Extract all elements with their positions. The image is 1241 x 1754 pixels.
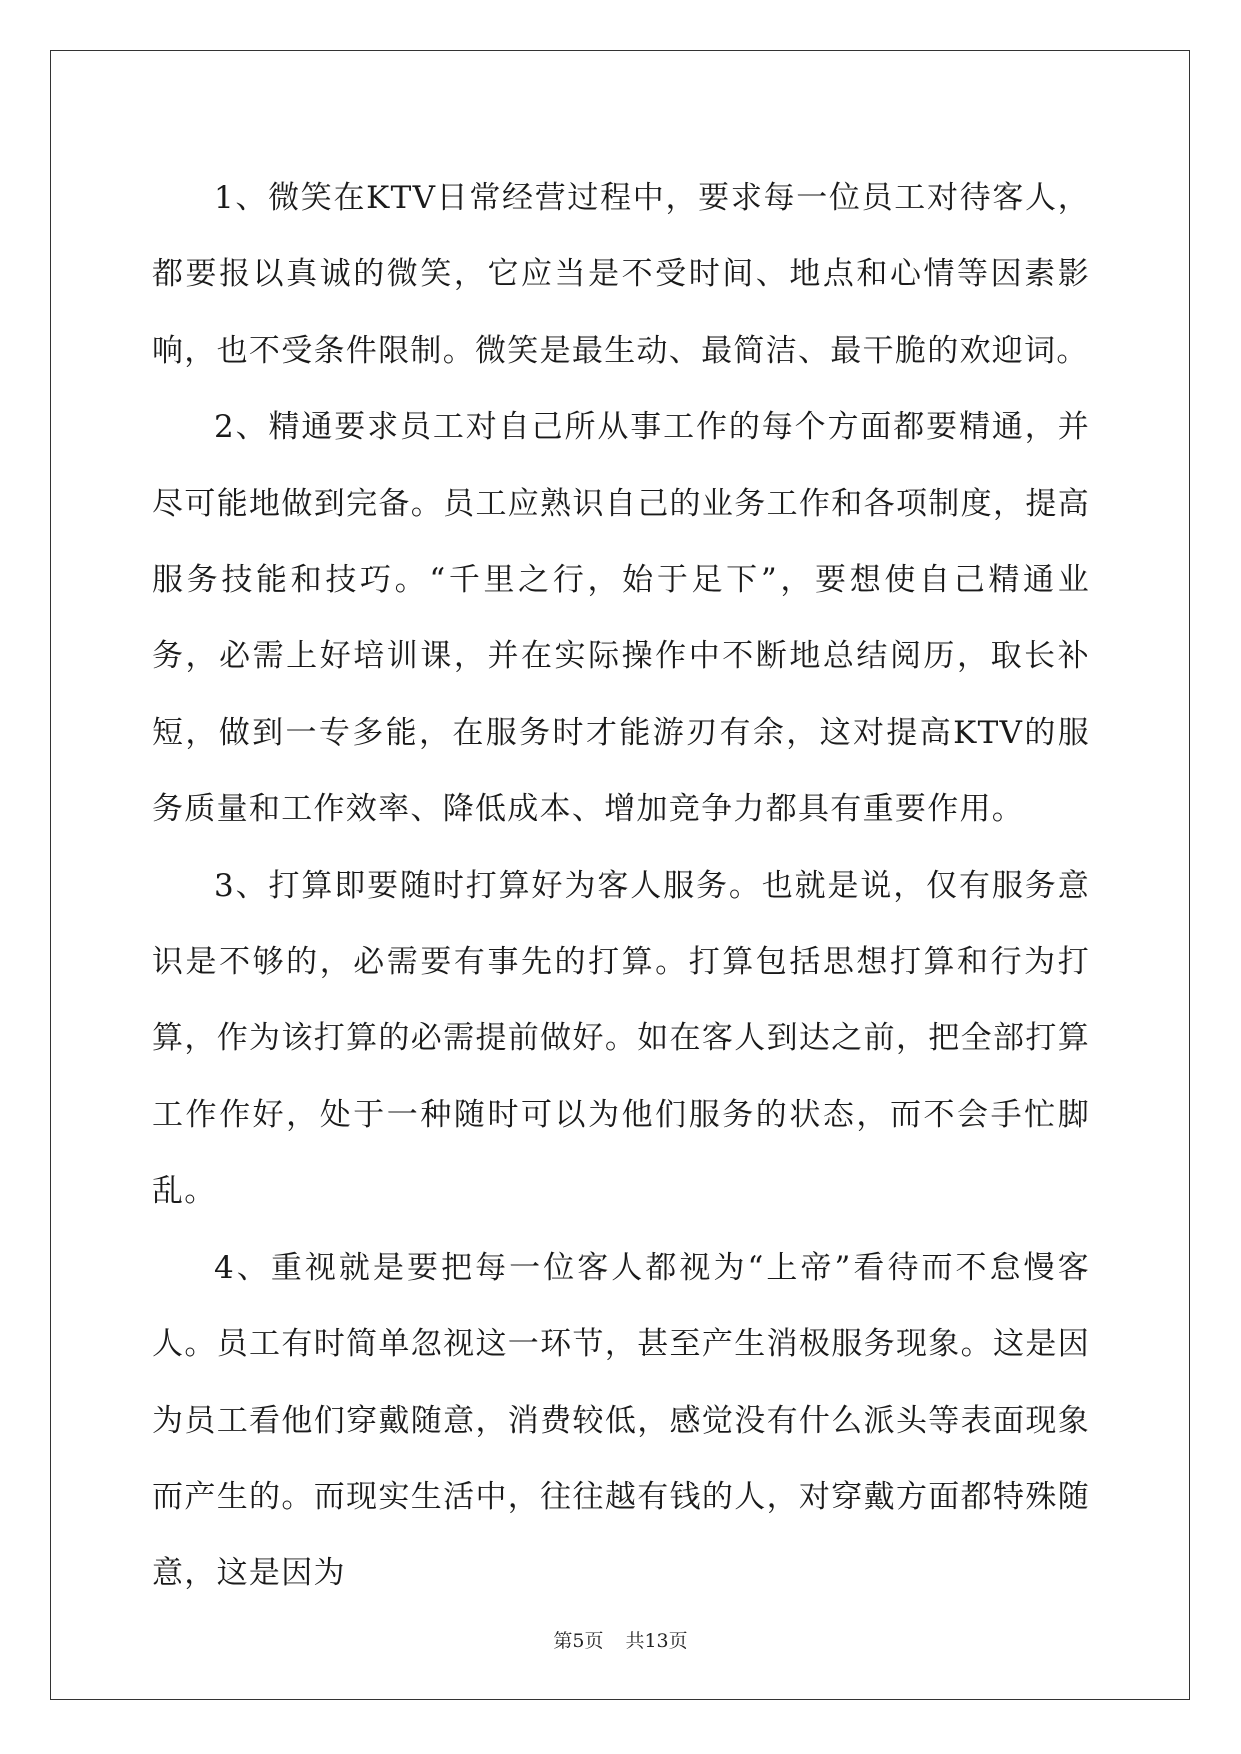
- page-number: 第5页: [553, 1630, 604, 1652]
- paragraph-4: 4、重视就是要把每一位客人都视为“上帝”看待而不怠慢客人。员工有时简单忽视这一环节，甚至产生消极服务现象。这是因为员工看他们穿戴随意，消费较低，感觉没有什么派头等表面现象而产生的。而现实生活中，往往越有钱的人，对穿戴方面都特殊随意，这是因为: [152, 1249, 1090, 1592]
- paragraph-1: 1、微笑在KTV日常经营过程中，要求每一位员工对待客人，都要报以真诚的微笑，它应当是不受时间、地点和心情等因素影响，也不受条件限制。微笑是最生动、最简洁、最干脆的欢迎词。: [152, 180, 1090, 369]
- paragraph-2: 2、精通要求员工对自己所从事工作的每个方面都要精通，并尽可能地做到完备。员工应熟识自己的业务工作和各项制度，提高服务技能和技巧。“千里之行，始于足下”，要想使自己精通业务，必需上好培训课，并在实际操作中不断地总结阅历，取长补短，做到一专多能，在服务时才能游刃有余，这对提高KTV的服务质量和工作效率、降低成本、增加竞争力都具有重要作用。: [152, 409, 1090, 828]
- paragraph-3: 3、打算即要随时打算好为客人服务。也就是说，仅有服务意识是不够的，必需要有事先的打算。打算包括思想打算和行为打算，作为该打算的必需提前做好。如在客人到达之前，把全部打算工作作好，处于一种随时可以为他们服务的状态，而不会手忙脚乱。: [152, 867, 1090, 1210]
- document-body: [152, 160, 1090, 1612]
- page-total: 共13页: [625, 1630, 688, 1652]
- page-footer: [0, 1626, 1241, 1653]
